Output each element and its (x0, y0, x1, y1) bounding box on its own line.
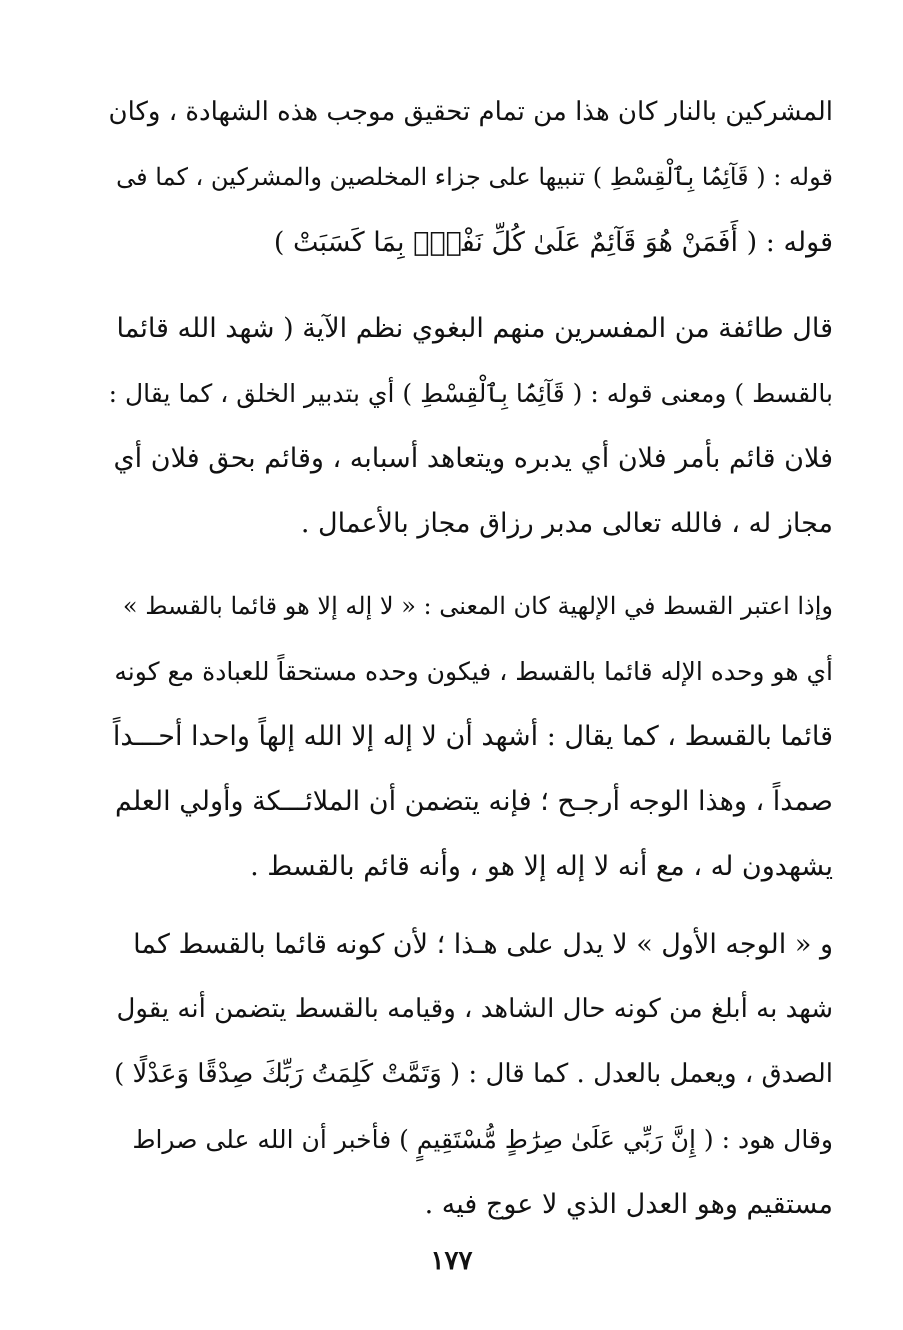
page-number: ١٧٧ (430, 1246, 473, 1276)
paragraph-4 (108, 912, 833, 1237)
text-line: وإذا اعتبر القسط في الإلهية كان المعنى : « لا إله إلا هو قائما بالقسط » (122, 592, 833, 620)
text-line: قوله : ( قَآئِمَۢا بِٱلْقِسْطِ ) تنبيها على جزاء المخلصين والمشركين ، كما فى (116, 163, 833, 191)
text-line: قال طائفة من المفسرين منهم البغوي نظم الآية ( شهد الله قائما (116, 313, 833, 344)
text-line: يشهدون له ، مع أنه لا إله إلا هو ، وأنه قائم بالقسط . (250, 851, 833, 882)
text-line: فلان قائم بأمر فلان أي يدبره ويتعاهد أسبابه ، وقائم بحق فلان أي (113, 443, 833, 474)
text-line: المشركين بالنار كان هذا من تمام تحقيق موجب هذه الشهادة ، وكان (108, 97, 833, 127)
text-line: أي هو وحده الإله قائما بالقسط ، فيكون وحده مستحقاً للعبادة مع كونه (114, 657, 833, 686)
text-line: قائما بالقسط ، كما يقال : أشهد أن لا إله إلا الله إلهاً واحدا أحـــداً (112, 721, 833, 752)
paragraph-2 (108, 296, 833, 556)
text-line: و « الوجه الأول » لا يدل على هـذا ؛ لأن كونه قائما بالقسط كما (133, 929, 833, 960)
text-line: قوله : ( أَفَمَنْ هُوَ قَآئِمٌ عَلَىٰ كُلِّ نَفْسٍۭ بِمَا كَسَبَتْ ) (273, 227, 833, 258)
text-line: الصدق ، ويعمل بالعدل . كما قال : ( وَتَمَّتْ كَلِمَتُ رَبِّكَ صِدْقًا وَعَدْلًا ) (114, 1059, 833, 1089)
text-line: بالقسط ) ومعنى قوله : ( قَآئِمَۢا بِٱلْقِسْطِ ) أي بتدبير الخلق ، كما يقال : (108, 379, 833, 408)
text-line: شهد به أبلغ من كونه حال الشاهد ، وقيامه بالقسط يتضمن أنه يقول (116, 994, 833, 1024)
text-line: وقال هود : ( إِنَّ رَبِّي عَلَىٰ صِرَٰطٍ مُّسْتَقِيمٍ ) فأخبر أن الله على صراط (132, 1125, 833, 1154)
paragraph-1 (108, 80, 833, 275)
text-line: مستقيم وهو العدل الذي لا عوج فيه . (424, 1189, 833, 1220)
text-line: صمداً ، وهذا الوجه أرجـح ؛ فإنه يتضمن أن الملائـــكة وأولي العلم (114, 786, 833, 817)
text-line: مجاز له ، فالله تعالى مدبر رزاق مجاز بالأعمال . (300, 508, 833, 539)
paragraph-3 (108, 574, 833, 899)
